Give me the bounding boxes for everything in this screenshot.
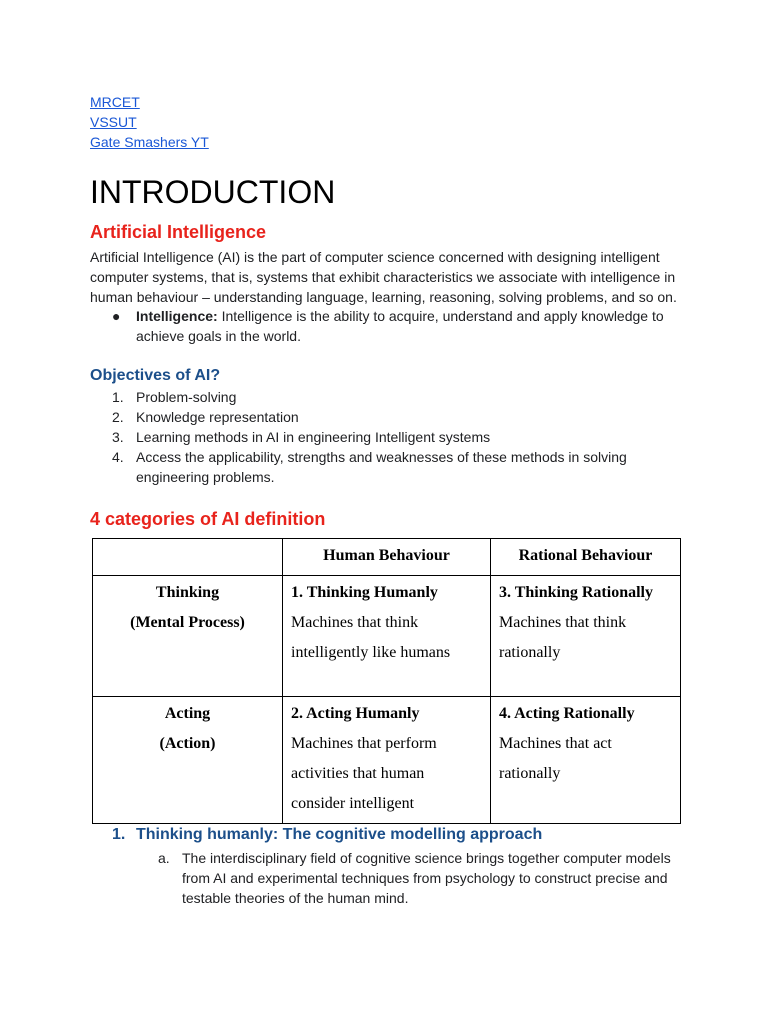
- row-sublabel: (Mental Process): [130, 614, 245, 631]
- intelligence-term: Intelligence:: [136, 308, 218, 324]
- list-item: [90, 407, 676, 427]
- row-label-cell: [93, 576, 283, 697]
- list-item: [136, 848, 682, 908]
- list-item: [90, 387, 676, 407]
- list-marker: 1.: [112, 389, 124, 405]
- row-label: Acting: [164, 705, 211, 722]
- objective-text: Knowledge representation: [136, 409, 299, 425]
- cell-title: 4. Acting Rationally: [499, 705, 635, 722]
- table-cell: [491, 576, 681, 697]
- sub-marker: a.: [158, 850, 170, 866]
- table-header-cell: [93, 539, 283, 576]
- bullet-marker: ●: [112, 308, 121, 324]
- reference-links: [90, 92, 690, 152]
- ai-bullet-list: [90, 306, 676, 346]
- table-cell: [283, 697, 491, 824]
- row-label: Thinking: [155, 584, 220, 601]
- table-row: [93, 576, 681, 697]
- row-sublabel: (Action): [159, 735, 216, 752]
- table-row: [93, 697, 681, 824]
- objectives-list: [90, 387, 676, 487]
- sub-list: [136, 848, 682, 908]
- list-marker: 4.: [112, 449, 124, 465]
- ai-heading: Artificial Intelligence: [90, 222, 267, 242]
- objective-text: Learning methods in AI in engineering Intelligent systems: [136, 429, 491, 445]
- cell-body: Machines that think rationally: [499, 614, 627, 661]
- row-label-cell: [93, 697, 283, 824]
- cell-title: 2. Acting Humanly: [291, 705, 420, 722]
- categories-heading: 4 categories of AI definition: [90, 509, 326, 529]
- objectives-heading: Objectives of AI?: [90, 367, 221, 384]
- cell-body: Machines that act rationally: [499, 735, 612, 782]
- intelligence-definition: Intelligence is the ability to acquire, understand and apply knowledge to achieve goals in the world.: [136, 308, 664, 344]
- table-cell: [283, 576, 491, 697]
- list-item: [90, 447, 676, 487]
- cell-body: Machines that think intelligently like humans: [291, 614, 451, 661]
- document-page: [90, 92, 690, 906]
- section-list: [90, 826, 682, 908]
- table-header-cell: Human Behaviour: [283, 539, 491, 576]
- list-item: [90, 306, 676, 346]
- ai-categories-table: [92, 538, 681, 824]
- objective-text: Access the applicability, strengths and weaknesses of these methods in solving engineering problems.: [136, 449, 627, 485]
- list-item: [90, 427, 676, 447]
- ai-paragraph: Artificial Intelligence (AI) is the part of computer science concerned with designing intelligent computer systems, that is, systems that exhibit characteristics we associate with intelligence in human behaviour – understanding language, learning, reasoning, solving problems, and so on.: [90, 249, 677, 305]
- link-mrcet[interactable]: MRCET: [90, 94, 140, 110]
- cell-title: 1. Thinking Humanly: [291, 584, 438, 601]
- cell-title: 3. Thinking Rationally: [499, 584, 653, 601]
- list-marker: 2.: [112, 409, 124, 425]
- link-vssut[interactable]: VSSUT: [90, 114, 137, 130]
- cell-body: Machines that perform activities that human consider intelligent: [291, 735, 437, 812]
- section-marker: 1.: [112, 826, 126, 843]
- table-header-cell: Rational Behaviour: [491, 539, 681, 576]
- page-title: INTRODUCTION: [90, 174, 336, 210]
- list-marker: 3.: [112, 429, 124, 445]
- table-cell: [491, 697, 681, 824]
- objective-text: Problem-solving: [136, 389, 237, 405]
- link-gate-smashers[interactable]: Gate Smashers YT: [90, 134, 209, 150]
- list-item: [90, 826, 682, 908]
- section-heading: Thinking humanly: The cognitive modelling approach: [136, 826, 543, 843]
- sub-item-text: The interdisciplinary field of cognitive science brings together computer models from AI and experimental techniques from psychology to construct precise and testable theories of the human mind.: [182, 850, 671, 906]
- table-header-row: [93, 539, 681, 576]
